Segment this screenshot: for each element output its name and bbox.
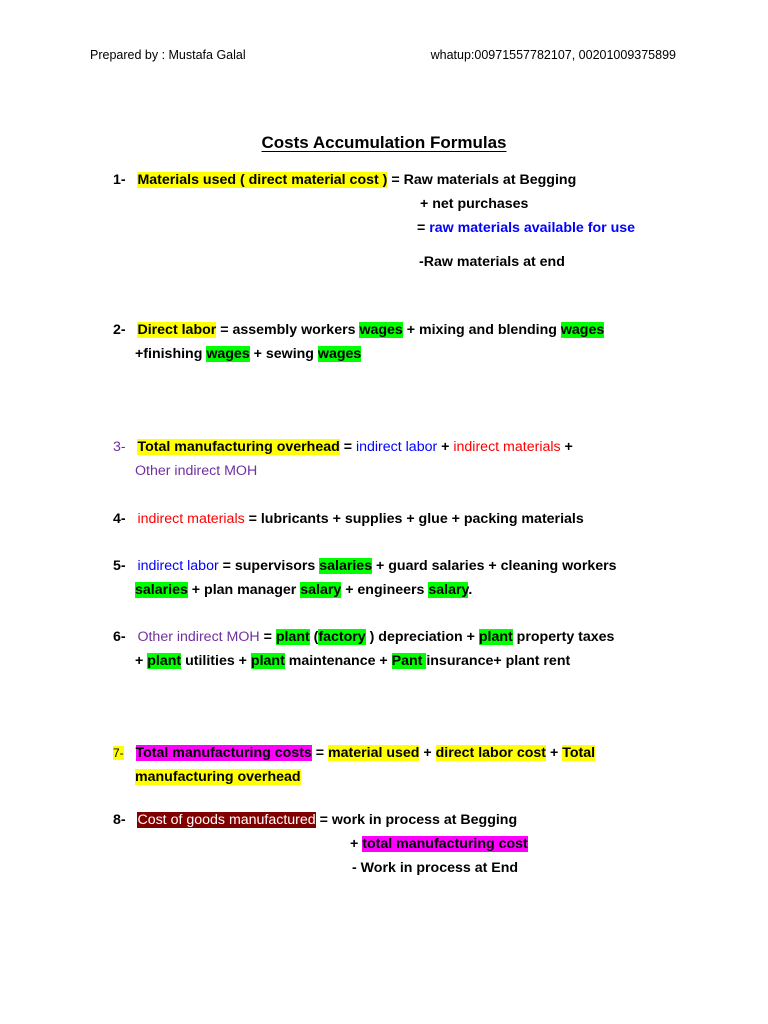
formula-1-line-2: + net purchases [420,196,529,212]
formula-8-line-2: + total manufacturing cost [350,836,528,852]
page-header [90,48,676,62]
formula-term: indirect labor [137,558,219,574]
formula-2: 2- Direct labor = assembly workers wages + mixing and blending wages [113,322,605,338]
formula-1-line-3: = raw materials available for use [417,220,636,236]
formula-7: 7- Total manufacturing costs = material used + direct labor cost + Total [113,745,596,761]
formula-7-line-2: manufacturing overhead [135,769,301,785]
formula-term: Total manufacturing overhead [137,439,340,455]
formula-term: Materials used ( direct material cost ) [137,172,388,188]
formula-term: Total manufacturing costs [135,745,312,761]
formula-3: 3- Total manufacturing overhead = indirect labor + indirect materials + [113,439,573,455]
formula-2-line-2: +finishing wages + sewing wages [135,346,362,362]
formula-term: Direct labor [137,322,217,338]
contact-info: whatup:00971557782107, 00201009375899 [430,48,676,62]
page-title: Costs Accumulation Formulas [261,133,507,152]
formula-6: 6- Other indirect MOH = plant (factory ) depreciation + plant property taxes [113,629,615,645]
formula-3-line-2: Other indirect MOH [135,463,258,479]
formula-6-line-2: + plant utilities + plant maintenance + Pant insurance+ plant rent [135,653,571,669]
formula-4: 4- indirect materials = lubricants + supplies + glue + packing materials [113,511,584,527]
formula-term: Cost of goods manufactured [137,812,316,828]
formula-5-line-2: salaries + plan manager salary + engineers salary. [135,582,473,598]
prepared-by: Prepared by : Mustafa Galal [90,48,246,62]
formula-term: Other indirect MOH [137,629,260,645]
formula-number: 1- [113,172,126,188]
formula-8: 8- Cost of goods manufactured = work in process at Begging [113,812,518,828]
formula-1: 1- Materials used ( direct material cost ) = Raw materials at Begging [113,172,577,188]
formula-5: 5- indirect labor = supervisors salaries + guard salaries + cleaning workers [113,558,617,574]
formula-term: indirect materials [137,511,245,527]
formula-1-line-4: -Raw materials at end [419,254,565,270]
formula-8-line-3: - Work in process at End [352,860,519,876]
